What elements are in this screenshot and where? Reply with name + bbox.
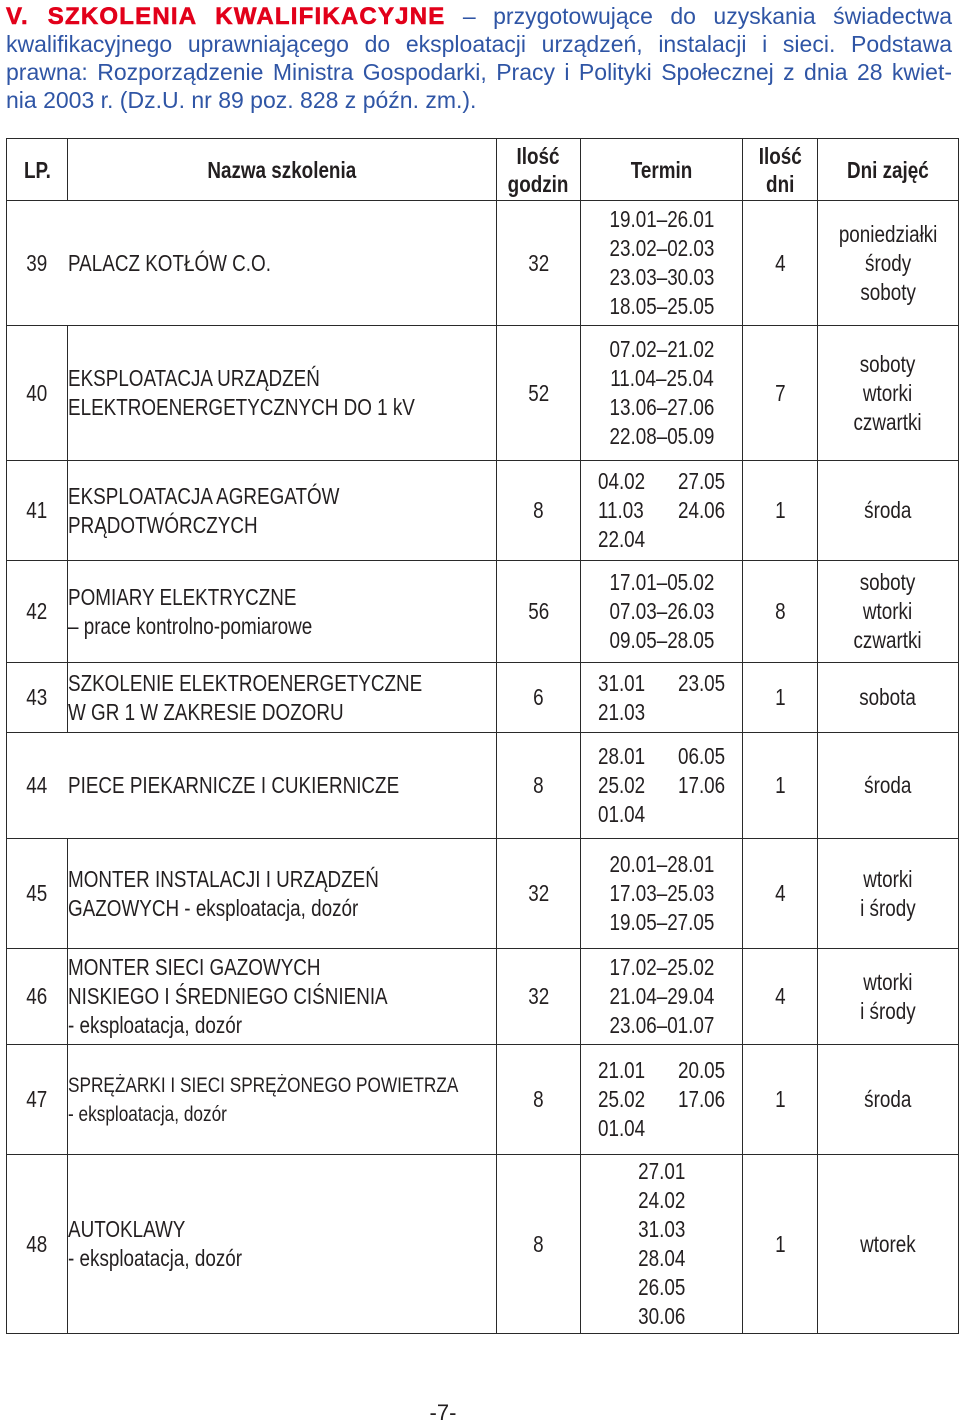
weekdays-list [860,1230,916,1259]
weekday: wtorki [863,865,913,892]
date-column-right [678,669,725,698]
row-number-cell [7,663,68,733]
date-range: 20.01–28.01 [609,851,714,877]
dates-cell [581,949,743,1045]
date-list [609,335,714,451]
hours-value: 32 [528,249,549,276]
weekdays-list [864,771,911,800]
date: 28.01 [597,743,646,769]
course-name-line: - eksploatacja, dozór [68,1102,227,1126]
weekday: wtorki [863,598,913,624]
weekdays-cell [818,949,959,1045]
hours-value: 6 [533,684,544,710]
course-name-cell [68,839,497,949]
header-name-label: Nazwa szkolenia [207,156,357,183]
row-number-cell [7,839,68,949]
section-title: V. SZKOLENIA KWALIFIKACYJNE [6,3,446,30]
course-name-line: NISKIEGO I ŚREDNIEGO CIŚNIENIA [68,983,388,1009]
course-name-cell [68,461,497,561]
course-name-cell [68,733,497,839]
hours-cell [497,461,581,561]
date-range: 19.01–26.01 [609,206,714,232]
row-number: 43 [26,684,48,710]
row-number-cell [7,201,68,326]
date-column-left [598,742,645,829]
weekday: czwartki [853,627,923,653]
date-range: 17.03–25.03 [609,880,714,906]
hours-cell [497,201,581,326]
row-number: 44 [26,772,48,798]
row-number: 48 [26,1230,48,1257]
dates-cell [581,1045,743,1155]
date-list [609,850,714,937]
days-cell [743,663,818,733]
days-value: 1 [774,684,786,710]
days-cell [743,949,818,1045]
weekdays-cell [818,733,959,839]
hours-cell [497,1155,581,1334]
date-range: 17.02–25.02 [609,954,714,980]
weekday: soboty [860,350,916,377]
days-cell [743,733,818,839]
hours-cell [497,1045,581,1155]
dates-cell [581,839,743,949]
days-cell [743,561,818,663]
date: 01.04 [597,801,646,827]
date-range: 17.01–05.02 [609,569,714,595]
date: 17.06 [677,1086,726,1112]
weekdays-cell [818,1045,959,1155]
course-name [68,482,339,540]
weekdays-list [864,1085,911,1114]
date-list [598,742,725,829]
date: 23.05 [677,669,726,696]
date-range: 21.04–29.04 [609,983,714,1009]
date: 06.05 [677,743,726,769]
table-row [7,1155,959,1334]
weekdays-list [854,568,922,655]
date-column-right [678,467,725,525]
course-name-line: MONTER INSTALACJI I URZĄDZEŃ [68,865,379,892]
date: 17.06 [677,772,726,798]
weekdays-cell [818,663,959,733]
date-list [598,467,725,554]
header-weekdays [818,139,959,201]
header-dates-label: Termin [630,156,693,183]
intro-text: – przygotowujące do uzyskania świadectwa [462,3,953,29]
hours-cell [497,326,581,461]
days-value: 7 [774,379,786,406]
course-name-cell [68,561,497,663]
courses-table [6,138,959,1334]
date: 27.05 [677,468,726,494]
hours-cell [497,561,581,663]
weekday: czwartki [853,408,923,435]
hours-value: 8 [533,497,544,523]
course-name-line: – prace kontrolno-pomiarowe [68,612,313,639]
days-cell [743,1155,818,1334]
weekdays-list [860,683,917,712]
date: 30.06 [637,1303,686,1329]
page-number: -7- [429,1400,457,1425]
header-days-label [758,142,801,198]
weekday: środa [864,772,912,798]
course-name-line: PALACZ KOTŁÓW C.O. [67,249,271,276]
row-number-cell [7,461,68,561]
days-value: 4 [774,880,786,906]
date-range: 07.02–21.02 [609,336,714,362]
date: 31.01 [597,669,646,696]
date: 22.04 [597,526,646,552]
weekday: wtorek [860,1230,916,1257]
weekdays-cell [818,1155,959,1334]
date: 28.04 [637,1245,686,1271]
row-number: 47 [26,1086,48,1112]
table-row [7,949,959,1045]
course-name [68,1215,242,1273]
hours-value: 8 [533,1230,544,1257]
course-name-line: EKSPLOATACJA URZĄDZEŃ [68,365,320,391]
date-list [598,669,725,727]
weekday: środy [864,249,912,276]
table-row [7,1045,959,1155]
weekdays-cell [818,201,959,326]
row-number-cell [7,1155,68,1334]
course-name-line: POMIARY ELEKTRYCZNE [68,583,297,610]
course-name-cell [68,1045,497,1155]
course-name [68,865,379,923]
course-name [68,249,271,278]
date: 31.03 [637,1216,686,1242]
row-number-cell [7,949,68,1045]
course-name [68,364,415,422]
weekday: wtorki [863,968,913,995]
weekday: poniedziałki [838,220,938,247]
weekdays-list [860,865,916,923]
date: 11.03 [597,497,644,523]
row-number-cell [7,733,68,839]
course-name-cell [68,326,497,461]
days-cell [743,1045,818,1155]
date-range: 13.06–27.06 [609,394,714,420]
weekday: i środy [860,997,916,1024]
date-range: 07.03–26.03 [609,598,714,624]
date-range: 23.02–02.03 [609,235,714,261]
course-name-cell [68,949,497,1045]
header-weekdays-label: Dni zajęć [847,156,929,183]
hours-cell [497,663,581,733]
intro-line: nia 2003 r. (Dz.U. nr 89 poz. 828 z późn. zm.). [6,87,477,113]
weekday: soboty [860,569,916,595]
header-hours-label [508,142,569,198]
date-column-left [598,669,645,727]
header-days [743,139,818,201]
date: 26.05 [637,1274,686,1300]
table-row [7,561,959,663]
date: 24.02 [637,1187,686,1213]
hours-value: 56 [528,598,549,624]
weekday: środa [864,1086,912,1112]
course-name [68,669,422,727]
header-lp [7,139,68,201]
date: 01.04 [597,1115,646,1141]
date-list [609,953,714,1040]
dates-cell [581,663,743,733]
weekdays-list [854,350,922,437]
dates-cell [581,561,743,663]
hours-value: 8 [533,1086,544,1112]
hours-value: 32 [528,983,549,1009]
days-value: 8 [774,598,786,624]
dates-cell [581,326,743,461]
days-value: 1 [774,497,786,523]
course-name [68,1071,458,1129]
row-number-cell [7,326,68,461]
row-number: 42 [26,598,48,624]
hours-value: 8 [533,772,544,798]
weekday: środa [864,497,912,523]
table-row [7,733,959,839]
course-name [68,583,312,641]
days-value: 1 [774,1086,786,1112]
days-value: 4 [774,249,786,276]
date-list [609,568,714,655]
course-name [68,771,399,800]
row-number-cell [7,561,68,663]
date-column-right [678,1056,725,1114]
intro-paragraph [6,2,952,114]
hours-cell [497,839,581,949]
intro-line [6,2,952,30]
table-header-row [7,139,959,201]
days-value: 1 [774,772,786,798]
days-value: 4 [774,983,786,1009]
date-columns [598,467,725,554]
header-dates [581,139,743,201]
date-range: 18.05–25.05 [609,293,714,319]
weekdays-cell [818,561,959,663]
date: 21.03 [597,698,646,725]
course-name-line: - eksploatacja, dozór [68,1012,243,1038]
course-name-line: - eksploatacja, dozór [68,1245,243,1271]
header-hours [497,139,581,201]
hours-cell [497,949,581,1045]
date: 25.02 [597,1086,646,1112]
course-name-cell [68,201,497,326]
weekday: wtorki [863,379,913,406]
hours-value: 32 [528,880,549,906]
weekdays-cell [818,839,959,949]
days-cell [743,839,818,949]
course-name-line: MONTER SIECI GAZOWYCH [68,954,321,980]
table-row [7,201,959,326]
date-range: 09.05–28.05 [609,627,714,653]
header-hours-line: godzin [508,170,569,197]
hours-value: 52 [528,379,549,406]
intro-line: kwalifikacyjnego uprawniającego do eksploatacji urządzeń, instalacji i sieci. Podstawa [6,31,952,57]
date-columns [598,1056,725,1143]
dates-cell [581,461,743,561]
course-name-cell [68,663,497,733]
date-range: 23.06–01.07 [609,1012,714,1038]
date-columns [598,742,725,829]
row-number: 39 [26,249,48,276]
dates-cell [581,1155,743,1334]
row-number: 45 [26,880,48,906]
dates-cell [581,733,743,839]
row-number-cell [7,1045,68,1155]
date-list [609,205,714,321]
header-lp-label: LP. [23,156,51,183]
date-range: 23.03–30.03 [609,264,714,290]
date-range: 22.08–05.09 [609,423,714,449]
row-number: 41 [26,497,48,523]
table-row [7,326,959,461]
course-name-line: SPRĘŻARKI I SIECI SPRĘŻONEGO POWIETRZA [68,1073,459,1097]
intro-line: prawna: Rozporządzenie Ministra Gospodarki, Pracy i Polityki Społecznej z dnia 28 kwiet- [6,59,952,85]
date: 21.01 [597,1057,646,1083]
weekdays-cell [818,326,959,461]
table-row [7,839,959,949]
weekdays-cell [818,461,959,561]
course-name-line: W GR 1 W ZAKRESIE DOZORU [68,698,344,725]
days-cell [743,461,818,561]
days-cell [743,201,818,326]
header-days-line: dni [765,170,795,197]
course-name-line: SZKOLENIE ELEKTROENERGETYCZNE [68,669,423,696]
date: 24.06 [677,497,726,523]
date-column-left [598,467,645,554]
date-range: 11.04–25.04 [609,365,714,391]
course-name-line: PRĄDOTWÓRCZYCH [68,511,258,538]
date-range: 19.05–27.05 [609,909,714,935]
course-name [68,953,388,1040]
weekday: sobota [859,684,917,710]
course-name-line: AUTOKLAWY [68,1216,186,1242]
table-row [7,461,959,561]
date-list [638,1157,685,1331]
date: 27.01 [637,1158,686,1184]
date-columns [598,669,725,727]
row-number: 46 [26,983,48,1009]
days-cell [743,326,818,461]
date: 04.02 [597,468,646,494]
weekdays-list [864,496,911,525]
days-value: 1 [774,1230,786,1257]
weekday: soboty [860,278,916,305]
header-hours-line: Ilość [517,142,560,169]
weekdays-list [839,220,938,307]
date-list [598,1056,725,1143]
header-name [68,139,497,201]
row-number: 40 [26,379,48,406]
course-name-line: EKSPLOATACJA AGREGATÓW [68,482,340,509]
course-name-cell [68,1155,497,1334]
date: 25.02 [597,772,646,798]
course-name-line: ELEKTROENERGETYCZNYCH DO 1 kV [68,394,415,420]
dates-cell [581,201,743,326]
hours-cell [497,733,581,839]
date-column-right [678,742,725,800]
weekdays-list [860,968,916,1026]
date-column-left [598,1056,645,1143]
date: 20.05 [677,1057,726,1083]
course-name-line: PIECE PIEKARNICZE I CUKIERNICZE [67,772,399,798]
table-row [7,663,959,733]
weekday: i środy [860,894,916,921]
header-days-line: Ilość [758,142,802,169]
course-name-line: GAZOWYCH - eksploatacja, dozór [68,894,359,921]
